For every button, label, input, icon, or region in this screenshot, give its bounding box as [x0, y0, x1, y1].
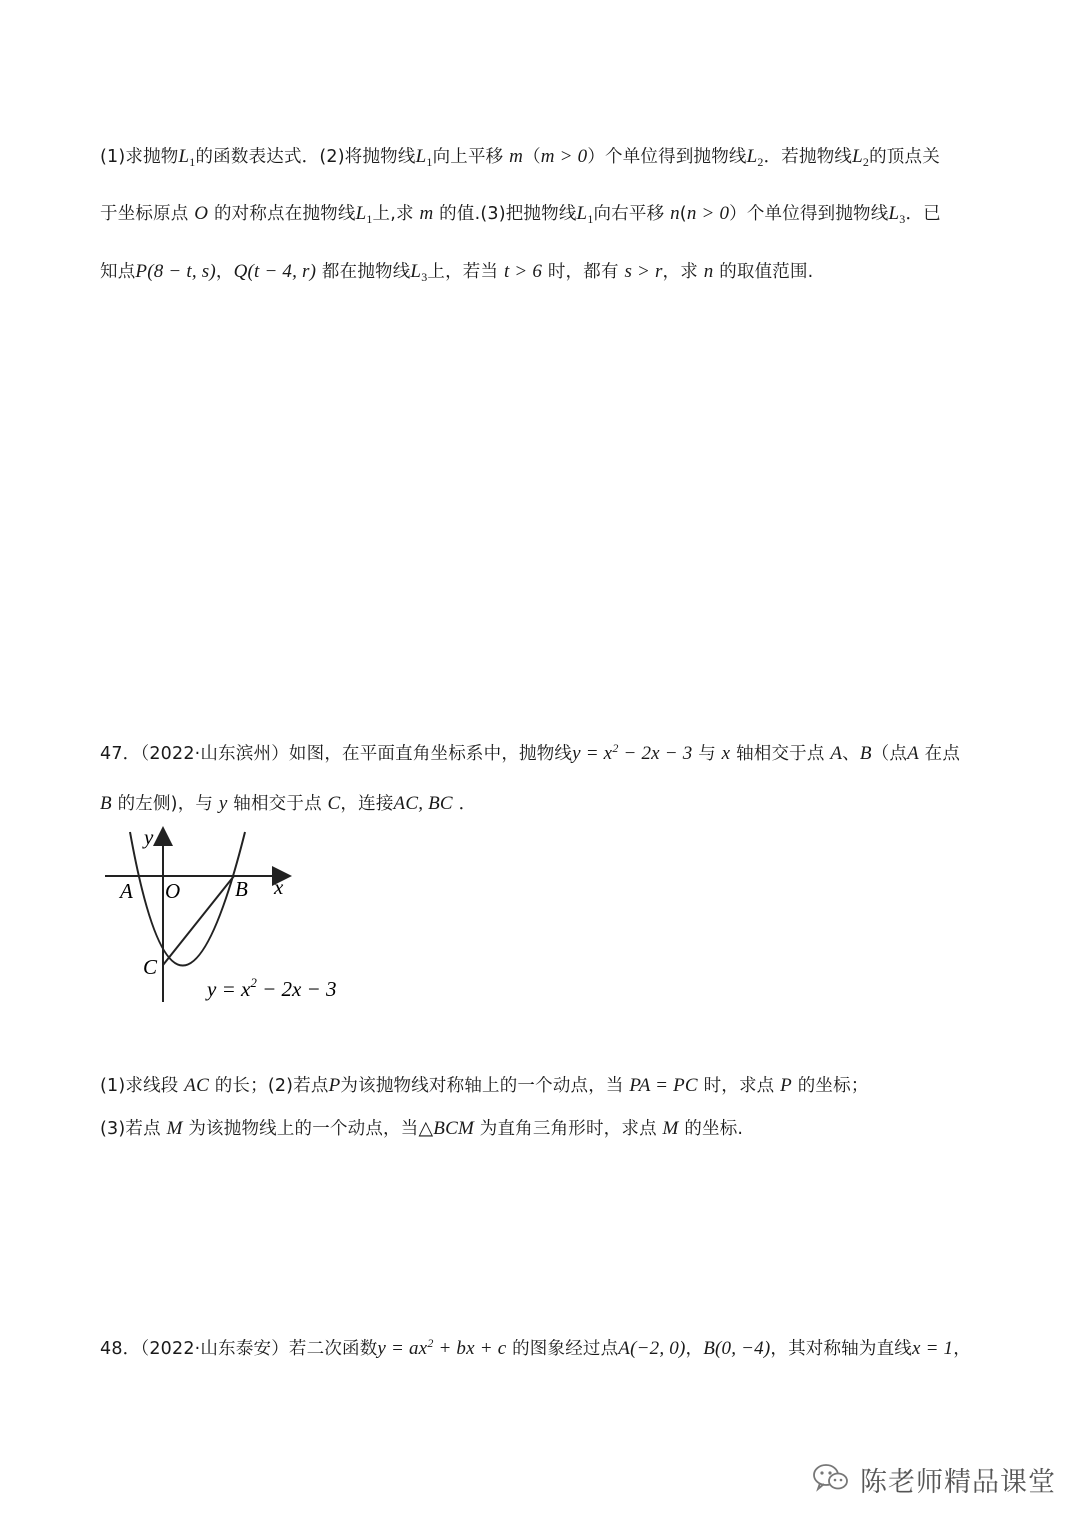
math-cond-s: s > r — [624, 261, 663, 282]
math-A: A — [907, 743, 919, 764]
q46-line-2: 于坐标原点 O 的对称点在抛物线$L_1$上,求 m 的值.(3)把抛物线$L_1$向右平移 n(n > 0）个单位得到抛物线$L_3$．已 — [100, 203, 941, 226]
label-x: x — [274, 875, 284, 899]
math-cond-n: n > 0 — [686, 203, 730, 224]
math-B: B — [859, 743, 872, 764]
q46-line-3: 知点P(8 − t, s)，Q(t − 4, r) 都在抛物线$L_3$上，若当 t > 6 时，都有 s > r，求 n 的取值范围. — [100, 261, 814, 284]
math-point-Q: Q(t − 4, r) — [233, 261, 317, 282]
math-M: M — [166, 1118, 183, 1139]
math-L3: $L_3$ — [888, 203, 906, 226]
math-P: P — [780, 1075, 792, 1096]
math-point-P: P(8 − t, s) — [135, 261, 216, 282]
math-L3: $L_3$ — [410, 261, 428, 284]
label-B: B — [235, 877, 248, 901]
parabola-figure — [100, 822, 360, 1007]
math-L1: $L_1$ — [178, 146, 196, 169]
figure-equation: $y = x^2 - 2x - 3$ — [207, 975, 337, 1001]
q47-line-3: (1)求线段 AC 的长；(2)若点P为该抛物线对称轴上的一个动点，当 PA = PC 时，求点 P 的坐标； — [100, 1075, 869, 1096]
math-L1: $L_1$ — [415, 146, 433, 169]
math-B: B — [100, 793, 112, 814]
label-y: y — [144, 825, 154, 849]
math-L1: $L_1$ — [576, 203, 594, 226]
math-y: y — [218, 793, 228, 814]
math-L1: $L_1$ — [355, 203, 373, 226]
math-m: m — [419, 203, 434, 224]
math-triangle-BCM: △BCM — [418, 1118, 474, 1139]
math-L2: $L_2$ — [852, 146, 870, 169]
math-cond-t: t > 6 — [503, 261, 543, 282]
parabola-curve — [130, 832, 245, 966]
label-C: C — [143, 955, 158, 979]
wechat-icon — [812, 1462, 850, 1498]
math-M: M — [662, 1118, 679, 1139]
math-A: A — [830, 743, 843, 764]
q47-line-4: (3)若点 M 为该抛物线上的一个动点，当△BCM 为直角三角形时，求点 M 的坐标. — [100, 1118, 744, 1139]
math-point-A: A(−2, 0) — [618, 1338, 686, 1359]
watermark — [812, 1460, 1056, 1499]
math-x: x — [721, 743, 731, 764]
q48-line-1: 48．（2022·山东泰安）若二次函数$y = ax^2$ + bx + c 的图象经过点A(−2, 0)，B(0, −4)，其对称轴为直线x = 1， — [100, 1336, 971, 1359]
math-P: P — [328, 1075, 341, 1096]
math-AC: AC — [184, 1075, 209, 1096]
math-segments: AC, BC — [393, 793, 453, 814]
q47-line-1: 47．（2022·山东滨州）如图，在平面直角坐标系中，抛物线$y = x^2 - 2x - 3$ 与 x 轴相交于点 A、B（点A 在点 — [100, 741, 961, 764]
math-axis-x1: x = 1 — [911, 1338, 954, 1359]
label-O: O — [165, 879, 181, 903]
math-O: O — [194, 203, 209, 224]
math-C: C — [327, 793, 341, 814]
math-point-B: B(0, −4) — [703, 1338, 771, 1359]
math-L2: $L_2$ — [746, 146, 764, 169]
math-cond-m: m > 0 — [540, 146, 588, 167]
label-A: A — [120, 879, 133, 903]
math-PA-PC: PA = PC — [629, 1075, 698, 1096]
watermark-text: 陈老师精品课堂 — [860, 1467, 1056, 1498]
math-n: n — [703, 261, 714, 282]
math-n: n — [670, 203, 680, 224]
math-m: m — [509, 146, 524, 167]
math-quadratic: $y = ax^2$ + bx + c — [377, 1336, 507, 1359]
math-parabola: $y = x^2 - 2x - 3$ — [572, 741, 693, 764]
q47-line-2: B 的左侧)，与 y 轴相交于点 C，连接AC, BC ． — [100, 793, 477, 814]
parabola-graph — [100, 822, 360, 1007]
q46-line-1: (1)求抛物$L_1$的函数表达式．(2)将抛物线$L_1$向上平移 m（m > 0）个单位得到抛物线$L_2$．若抛物线$L_2$的顶点关 — [100, 146, 940, 169]
